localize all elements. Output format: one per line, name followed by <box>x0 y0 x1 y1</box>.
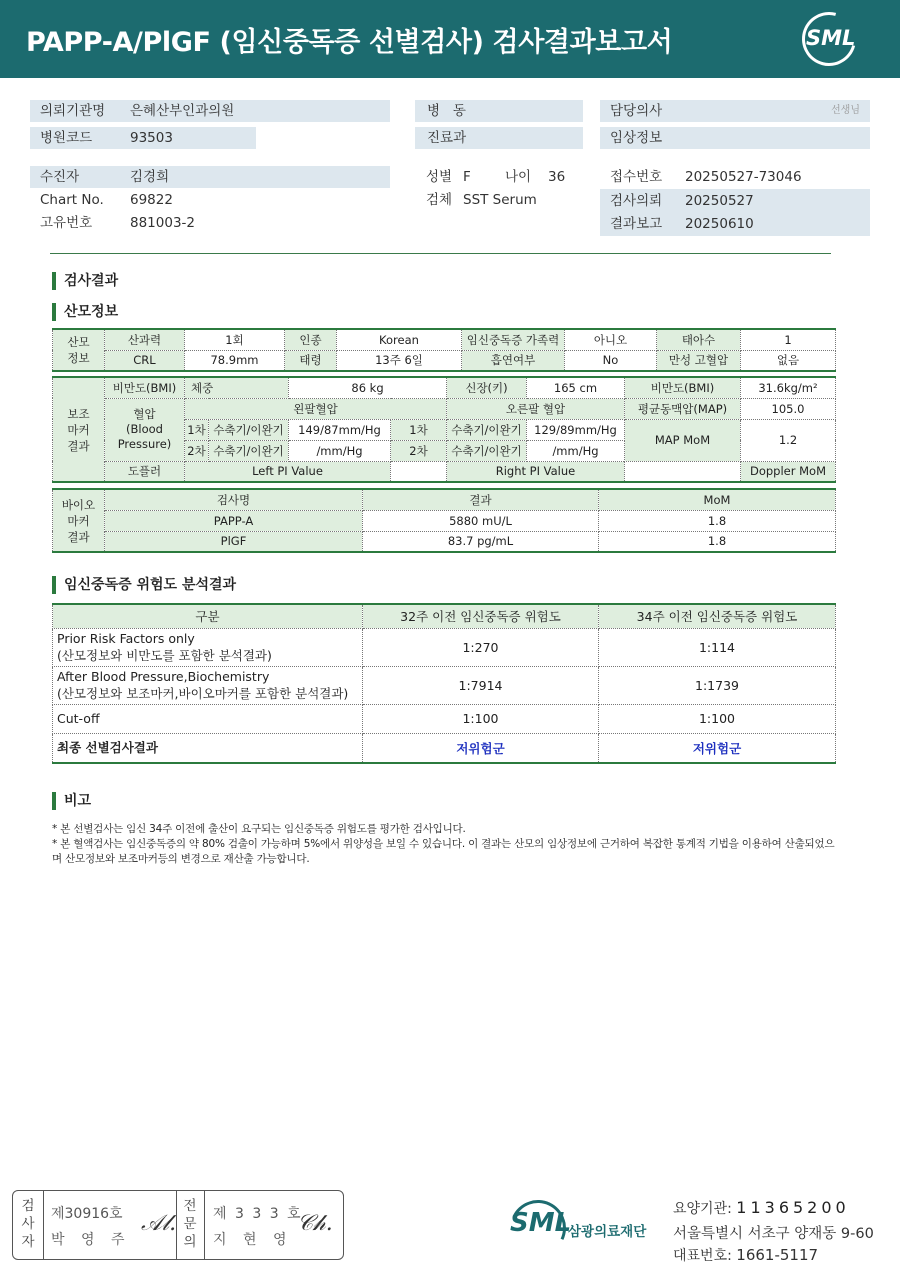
footer-logo-icon: SML 삼광의료재단 <box>510 1200 670 1260</box>
htn-value: 없음 <box>741 350 836 371</box>
dmom-label: Doppler MoM <box>741 461 836 482</box>
patient-label: 수진자 <box>40 169 80 185</box>
specialist-license: 제 3 3 3 호 <box>213 1206 303 1222</box>
height-label: 신장(키) <box>447 377 527 398</box>
footer-address: 서울특별시 서초구 양재동 9-60 <box>673 1226 874 1242</box>
ward-row <box>415 100 583 122</box>
second-label-r: 2차 <box>391 440 447 461</box>
hospital-code-row <box>30 127 256 149</box>
age-label: 나이 <box>505 169 532 185</box>
sysdia-label-1: 수축기/이완기 <box>209 419 289 440</box>
smoke-label: 흡연여부 <box>462 350 565 371</box>
mapmom-value: 1.2 <box>741 419 836 461</box>
uid-label: 고유번호 <box>40 215 93 231</box>
second-label: 2차 <box>185 440 209 461</box>
left-bp-label: 왼팔혈압 <box>185 398 447 419</box>
footer-phone: 대표번호: 1661-5117 <box>673 1246 819 1264</box>
mapmom-label: MAP MoM <box>625 419 741 461</box>
risk-row-32: 1:270 <box>363 628 599 666</box>
section-maternal: 산모정보 <box>52 303 118 321</box>
risk-row-label: Cut-off <box>53 704 363 733</box>
examiner-label: 검 사 자 <box>21 1198 35 1250</box>
hospital-code-label: 병원코드 <box>40 130 93 146</box>
bio-header-result: 결과 <box>363 489 599 510</box>
examiner-license: 제30916호 <box>51 1206 123 1222</box>
signature-box <box>12 1190 344 1260</box>
bio-row-mom: 1.8 <box>599 531 836 552</box>
rpi-value <box>625 461 741 482</box>
receipt-value: 20250527-73046 <box>685 169 802 185</box>
doctor-row <box>600 100 870 122</box>
left-bp-1: 149/87mm/Hg <box>289 419 391 440</box>
risk-row-34: 1:100 <box>599 704 836 733</box>
report-header <box>0 0 900 78</box>
chart-label: Chart No. <box>40 192 104 208</box>
specimen-label: 검체 <box>426 192 453 208</box>
dept-label: 진료과 <box>427 130 467 146</box>
smoke-value: No <box>565 350 657 371</box>
patient-value: 김경희 <box>130 169 170 185</box>
fetus-value: 1 <box>741 329 836 350</box>
specimen-value: SST Serum <box>463 192 537 208</box>
right-bp-2: /mm/Hg <box>527 440 625 461</box>
lpi-value <box>391 461 447 482</box>
sex-value: F <box>463 169 471 185</box>
facility-code: 요양기관: 11365200 <box>673 1198 850 1217</box>
lpi-label: Left PI Value <box>185 461 391 482</box>
risk-row-label: After Blood Pressure,Biochemistry (산모정보와 보조마커,바이오마커를 포함한 분석결과) <box>53 666 363 704</box>
hospital-code-value: 93503 <box>130 130 173 146</box>
map-label: 평균동맥압(MAP) <box>625 398 741 419</box>
risk-header-34: 34주 이전 임신중독증 위험도 <box>599 604 836 628</box>
report-label: 결과보고 <box>610 216 663 232</box>
bio-group-label: 바이오 마커 결과 <box>53 489 105 552</box>
bmi-label: 비만도(BMI) <box>105 377 185 398</box>
sex-label: 성별 <box>426 169 453 185</box>
doppler-label: 도플러 <box>105 461 185 482</box>
family-value: 아니오 <box>565 329 657 350</box>
rpi-label: Right PI Value <box>447 461 625 482</box>
crl-value: 78.9mm <box>185 350 285 371</box>
final-32: 저위험군 <box>363 733 599 763</box>
biomarker-table <box>52 488 836 553</box>
request-value: 20250527 <box>685 193 754 209</box>
divider <box>50 253 831 254</box>
risk-header-category: 구분 <box>53 604 363 628</box>
examiner-name: 박 영 주 <box>51 1232 131 1248</box>
htn-label: 만성 고혈압 <box>657 350 741 371</box>
race-value: Korean <box>337 329 462 350</box>
ward-label: 병 동 <box>427 103 466 119</box>
bio-row-name: PAPP-A <box>105 510 363 531</box>
org-name: 삼광의료재단 <box>568 1224 647 1240</box>
risk-row-34: 1:114 <box>599 628 836 666</box>
aux-group-label: 보조 마커 결과 <box>53 377 105 482</box>
remarks-text <box>52 822 842 867</box>
age-value: 36 <box>548 169 566 185</box>
clinical-row <box>600 127 870 149</box>
institution-row <box>30 100 390 122</box>
bio-row-result: 5880 mU/L <box>363 510 599 531</box>
map-value: 105.0 <box>741 398 836 419</box>
right-bp-label: 오른팔 혈압 <box>447 398 625 419</box>
fetus-label: 태아수 <box>657 329 741 350</box>
bmi-label-2: 비만도(BMI) <box>625 377 741 398</box>
specialist-signature-icon: 𝒞𝒽. <box>297 1211 333 1236</box>
parity-value: 1회 <box>185 329 285 350</box>
maternal-group-label: 산모 정보 <box>53 329 105 371</box>
doctor-label: 담당의사 <box>610 103 663 119</box>
risk-row-32: 1:100 <box>363 704 599 733</box>
left-bp-2: /mm/Hg <box>289 440 391 461</box>
institution-value: 은혜산부인과의원 <box>130 103 235 119</box>
bio-row-name: PlGF <box>105 531 363 552</box>
sysdia-label-2: 수축기/이완기 <box>209 440 289 461</box>
race-label: 인종 <box>285 329 337 350</box>
section-remarks: 비고 <box>52 792 91 810</box>
chart-value: 69822 <box>130 192 173 208</box>
weight-label: 체중 <box>185 377 289 398</box>
maternal-table <box>52 328 836 372</box>
first-label-r: 1차 <box>391 419 447 440</box>
risk-header-32: 32주 이전 임신중독증 위험도 <box>363 604 599 628</box>
patient-row <box>30 166 390 188</box>
uid-value: 881003-2 <box>130 215 195 231</box>
doctor-suffix: 선생님 <box>831 105 860 116</box>
sml-logo-icon: SML <box>802 12 856 66</box>
ga-label: 태령 <box>285 350 337 371</box>
section-results: 검사결과 <box>52 272 118 290</box>
institution-label: 의뢰기관명 <box>40 103 106 119</box>
crl-label: CRL <box>105 350 185 371</box>
report-title: PAPP-A/PlGF (임신중독증 선별검사) 검사결과보고서 <box>26 27 673 58</box>
bp-label: 혈압 (Blood Pressure) <box>105 398 185 461</box>
bio-row-result: 83.7 pg/mL <box>363 531 599 552</box>
parity-label: 산과력 <box>105 329 185 350</box>
examiner-signature-icon: 𝒜𝓁. <box>141 1211 177 1236</box>
ga-value: 13주 6일 <box>337 350 462 371</box>
weight-value: 86 kg <box>289 377 447 398</box>
risk-table <box>52 603 836 764</box>
risk-row-label: Prior Risk Factors only (산모정보와 비만도를 포함한 분석결과) <box>53 628 363 666</box>
sysdia-label-r2: 수축기/이완기 <box>447 440 527 461</box>
risk-row-34: 1:1739 <box>599 666 836 704</box>
height-value: 165 cm <box>527 377 625 398</box>
family-label: 임신중독증 가족력 <box>462 329 565 350</box>
final-label: 최종 선별검사결과 <box>53 733 363 763</box>
final-34: 저위험군 <box>599 733 836 763</box>
first-label: 1차 <box>185 419 209 440</box>
aux-marker-table <box>52 376 836 483</box>
risk-row-32: 1:7914 <box>363 666 599 704</box>
bio-header-name: 검사명 <box>105 489 363 510</box>
section-risk: 임신중독증 위험도 분석결과 <box>52 576 236 594</box>
remark-line: * 본 선별검사는 임신 34주 이전에 출산이 요구되는 임신중독증 위험도를 평가한 검사입니다. <box>52 823 466 835</box>
bio-row-mom: 1.8 <box>599 510 836 531</box>
right-bp-1: 129/89mm/Hg <box>527 419 625 440</box>
receipt-label: 접수번호 <box>610 169 663 185</box>
specialist-label: 전 문 의 <box>183 1198 197 1250</box>
dept-row <box>415 127 583 149</box>
clinical-label: 임상정보 <box>610 130 663 146</box>
request-label: 검사의뢰 <box>610 193 663 209</box>
bio-header-mom: MoM <box>599 489 836 510</box>
remark-line: * 본 혈액검사는 임신중독증의 약 80% 검출이 가능하며 5%에서 위양성을 보일 수 있습니다. 이 결과는 산모의 임상정보에 근거하여 복잡한 통계적 기법을 이용하여 산출되었으며 산모정보와 보조마커등의 변경으로 재산출 가능합니다. <box>52 838 835 865</box>
dates-box <box>600 189 870 236</box>
bmi-value: 31.6kg/m² <box>741 377 836 398</box>
specialist-name: 지 현 영 <box>213 1232 293 1248</box>
sysdia-label-r1: 수축기/이완기 <box>447 419 527 440</box>
report-value: 20250610 <box>685 216 754 232</box>
